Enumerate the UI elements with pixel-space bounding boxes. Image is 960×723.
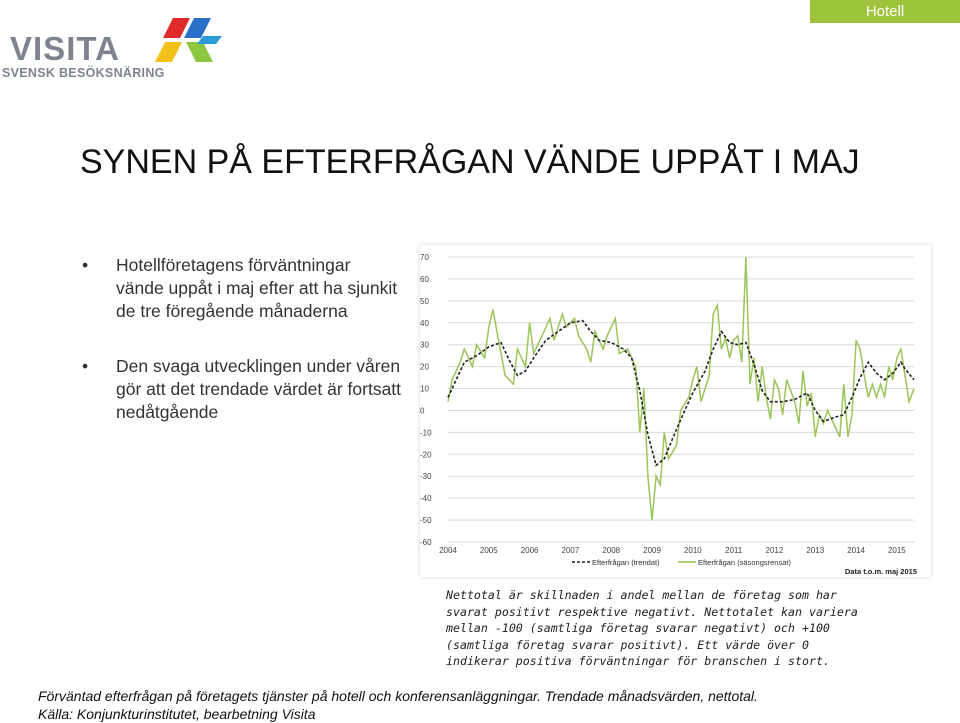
y-tick-label: -30 bbox=[420, 472, 432, 482]
y-tick-label: 10 bbox=[420, 384, 429, 394]
x-tick-label: 2014 bbox=[847, 546, 865, 555]
y-tick-label: -10 bbox=[420, 428, 432, 438]
footer-source: Källa: Konjunkturinstitutet, bearbetning Visita bbox=[38, 706, 316, 722]
legend-label: Efterfrågan (säsongsrensat) bbox=[698, 558, 791, 567]
y-tick-label: 30 bbox=[420, 340, 429, 350]
y-tick-label: 40 bbox=[420, 318, 429, 328]
y-tick-label: -20 bbox=[420, 450, 432, 460]
x-tick-label: 2004 bbox=[439, 546, 457, 555]
y-tick-label: 50 bbox=[420, 296, 429, 306]
bullet-item bbox=[82, 254, 402, 323]
bullet-text: Den svaga utvecklingen under våren gör att det trendade värdet är fortsatt nedåtgående bbox=[116, 356, 402, 422]
bullet-dot-icon: • bbox=[82, 255, 89, 275]
chart-note: Nettotal är skillnaden i andel mellan de företag som har svarat positivt respektive negativt. Nettotalet kan variera mellan -100 (samtliga företag svarar negativt) och +100 (samtliga företag svarar positivt). Ett värde över 0 indikerar positiva förväntningar för branschen i stort. bbox=[446, 588, 858, 668]
y-tick-label: 0 bbox=[420, 406, 425, 416]
y-tick-label: 60 bbox=[420, 274, 429, 284]
bullet-text: Hotellföretagens förväntningar vände uppåt i maj efter att ha sjunkit de tre föregående månaderna bbox=[116, 255, 398, 321]
brand-word: VISITA bbox=[10, 30, 120, 67]
x-tick-label: 2013 bbox=[806, 546, 825, 555]
x-tick-label: 2008 bbox=[602, 546, 621, 555]
x-tick-label: 2011 bbox=[725, 546, 743, 555]
y-tick-label: 70 bbox=[420, 253, 429, 262]
legend-label: Efterfrågan (trendat) bbox=[592, 558, 660, 567]
bullet-dot-icon: • bbox=[82, 356, 89, 376]
footer-description: Förväntad efterfrågan på företagets tjänster på hotell och konferensanläggningar. Trendade månadsvärden, nettotal. bbox=[38, 688, 758, 704]
brand-subtitle: SVENSK BESÖKSNÄRING bbox=[2, 66, 165, 80]
y-tick-label: -50 bbox=[420, 516, 432, 526]
data-note-label: Data t.o.m. maj 2015 bbox=[844, 567, 917, 576]
x-tick-label: 2012 bbox=[765, 546, 784, 555]
y-tick-label: -40 bbox=[420, 494, 432, 504]
page-title: SYNEN PÅ EFTERFRÅGAN VÄNDE UPPÅT I MAJ bbox=[80, 143, 860, 181]
bullet-list bbox=[82, 254, 402, 456]
expectation-line-chart bbox=[420, 245, 931, 577]
x-tick-label: 2009 bbox=[643, 546, 661, 555]
y-tick-label: 20 bbox=[420, 362, 429, 372]
section-tag: Hotell bbox=[810, 0, 960, 23]
footer-text bbox=[38, 687, 758, 723]
x-tick-label: 2005 bbox=[479, 546, 498, 555]
x-tick-label: 2007 bbox=[561, 546, 580, 555]
x-tick-label: 2015 bbox=[887, 546, 906, 555]
y-tick-label: -60 bbox=[420, 538, 432, 547]
bullet-item bbox=[82, 355, 402, 424]
x-tick-label: 2010 bbox=[683, 546, 702, 555]
x-tick-label: 2006 bbox=[520, 546, 539, 555]
